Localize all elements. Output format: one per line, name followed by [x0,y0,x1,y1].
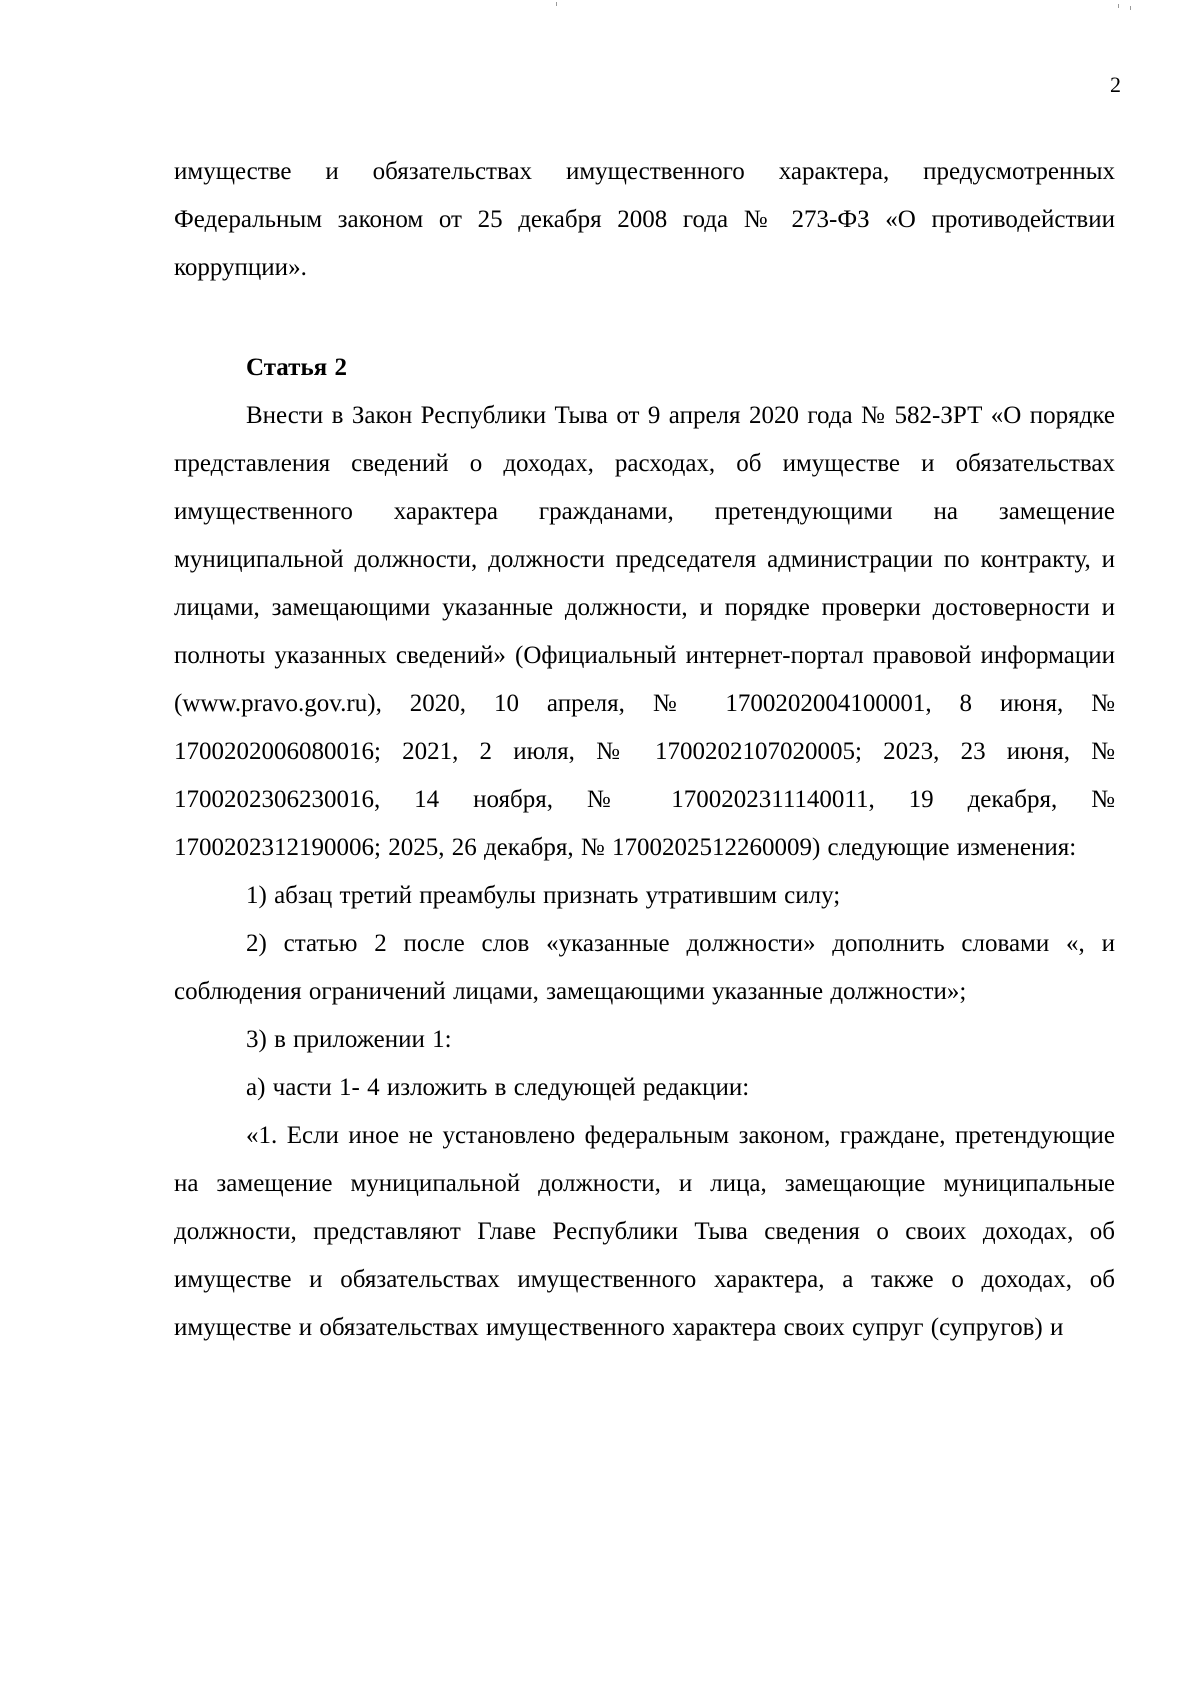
article-paragraph: 1) абзац третий преамбулы признать утратившим силу; [246,882,841,909]
article-paragraph: а) части 1- 4 изложить в следующей редакции: [246,1074,750,1101]
scan-artifact [1118,4,1119,8]
page-number: 2 [1110,72,1121,97]
article-paragraph: 3) в приложении 1: [246,1026,452,1053]
article-heading-block [174,344,1115,392]
scan-artifact [556,2,557,6]
article-body [174,392,1115,1352]
continuation-block [174,148,1115,292]
article-heading: Статья 2 [246,354,347,381]
continuation-paragraph: имуществе и обязательствах имущественного характера, предусмотренных Федеральным законом от 25 декабря 2008 года № 273-ФЗ «О противодействии коррупции». [174,158,1115,281]
article-paragraph: 2) статью 2 после слов «указанные должности» дополнить словами «, и соблюдения ограничений лицами, замещающими указанные должности»; [174,930,1115,1005]
article-paragraph: Внести в Закон Республики Тыва от 9 апреля 2020 года № 582-ЗРТ «О порядке представления сведений о доходах, расходах, об имуществе и обязательствах имущественного характера гражданами, претендующими на замещение муниципальной должности, должности председателя администрации по контракту, и лицами, замещающими указанные должности, и порядке проверки достоверности и полноты указанных сведений» (Официальный интернет-портал правовой информации (www.pravo.gov.ru), 2020, 10 апреля, № 1700202004100001, 8 июня, № 1700202006080016; 2021, 2 июля, № 1700202107020005; 2023, 23 июня, № 1700202306230016, 14 ноября, № 1700202311140011, 19 декабря, № 1700202312190006; 2025, 26 декабря, № 1700202512260009) следующие изменения: [174,402,1115,861]
article-paragraph: «1. Если иное не установлено федеральным законом, граждане, претендующие на замещение муниципальной должности, и лица, замещающие муниципальные должности, представляют Главе Республики Тыва сведения о своих доходах, об имуществе и обязательствах имущественного характера, а также о доходах, об имуществе и обязательствах имущественного характера своих супруг (супругов) и [174,1122,1115,1341]
scan-artifact [1130,6,1131,10]
